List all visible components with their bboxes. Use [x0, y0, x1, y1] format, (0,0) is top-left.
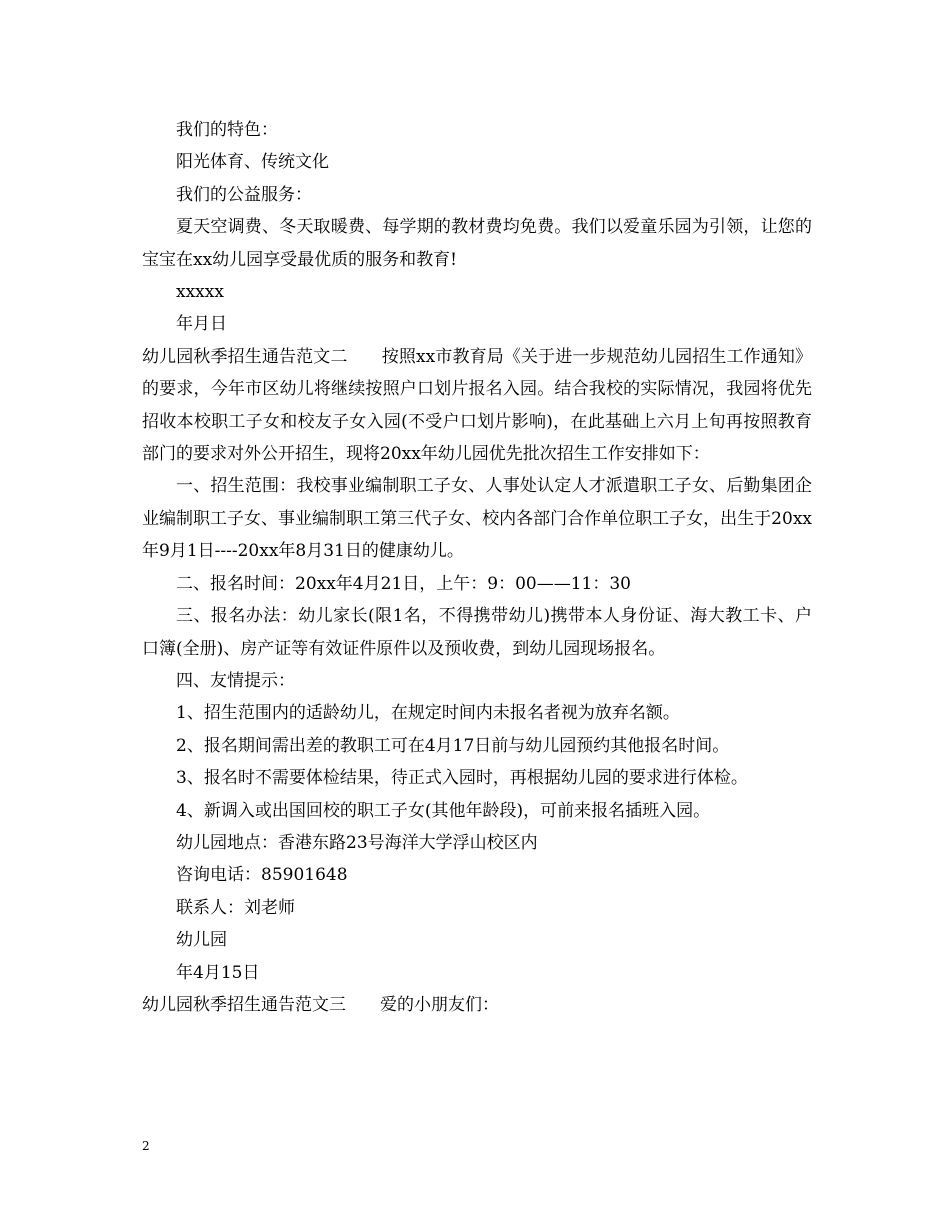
paragraph-tip-3: 3、报名时不需要体检结果，待正式入园时，再根据幼儿园的要求进行体检。	[176, 768, 748, 789]
page-number: 2	[142, 1139, 150, 1153]
paragraph-tip-1: 1、招生范围内的适龄幼儿，在规定时间内未报名者视为放弃名额。	[176, 703, 680, 724]
paragraph-registration-time: 二、报名时间：20xx年4月21日，上午：9：00——11：30	[176, 573, 631, 594]
paragraph-tip-4: 4、新调入或出国回校的职工子女(其他年龄段)，可前来报名插班入园。	[176, 800, 711, 821]
paragraph-contact: 联系人：刘老师	[176, 897, 295, 918]
paragraph-sample-three-intro: 幼儿园秋季招生通告范文三 爱的小朋友们：	[142, 994, 499, 1015]
paragraph-enrollment-scope: 一、招生范围：我校事业编制职工子女、人事处认定人才派遣职工子女、后勤集团企业编制职工子女、事业编制职工第三代子女、校内各部门合作单位职工子女，出生于20xx年9月1日----20xx年8月31日的健康幼儿。	[142, 476, 812, 562]
paragraph-kindergarten-signature: 幼儿园	[176, 930, 227, 951]
paragraph-phone: 咨询电话：85901648	[176, 865, 348, 886]
paragraph-signature-date: 年4月15日	[176, 962, 260, 983]
paragraph-tips-heading: 四、友情提示：	[176, 670, 295, 691]
paragraph-public-service-heading: 我们的公益服务：	[176, 184, 312, 205]
paragraph-features: 阳光体育、传统文化	[176, 152, 329, 173]
paragraph-public-service: 夏天空调费、冬天取暖费、每学期的教材费均免费。我们以爱童乐园为引领，让您的宝宝在xx幼儿园享受最优质的服务和教育!	[142, 217, 812, 270]
paragraph-features-heading: 我们的特色：	[176, 120, 278, 140]
paragraph-location: 幼儿园地点：香港东路23号海洋大学浮山校区内	[176, 832, 538, 853]
document-body	[142, 114, 812, 1021]
paragraph-date: 年月日	[176, 314, 227, 335]
paragraph-signature: xxxxx	[176, 282, 224, 303]
paragraph-registration-method: 三、报名办法：幼儿家长(限1名，不得携带幼儿)携带本人身份证、海大教工卡、户口簿(全册)、房产证等有效证件原件以及预收费，到幼儿园现场报名。	[142, 606, 812, 659]
paragraph-tip-2: 2、报名期间需出差的教职工可在4月17日前与幼儿园预约其他报名时间。	[176, 735, 730, 756]
paragraph-sample-two-intro: 幼儿园秋季招生通告范文二 按照xx市教育局《关于进一步规范幼儿园招生工作通知》的要求，今年市区幼儿将继续按照户口划片报名入园。结合我校的实际情况，我园将优先招收本校职工子女和校友子女入园(不受户口划片影响)，在此基础上六月上旬再按照教育部门的要求对外公开招生，现将20xx年幼儿园优先批次招生工作安排如下：	[142, 346, 812, 465]
